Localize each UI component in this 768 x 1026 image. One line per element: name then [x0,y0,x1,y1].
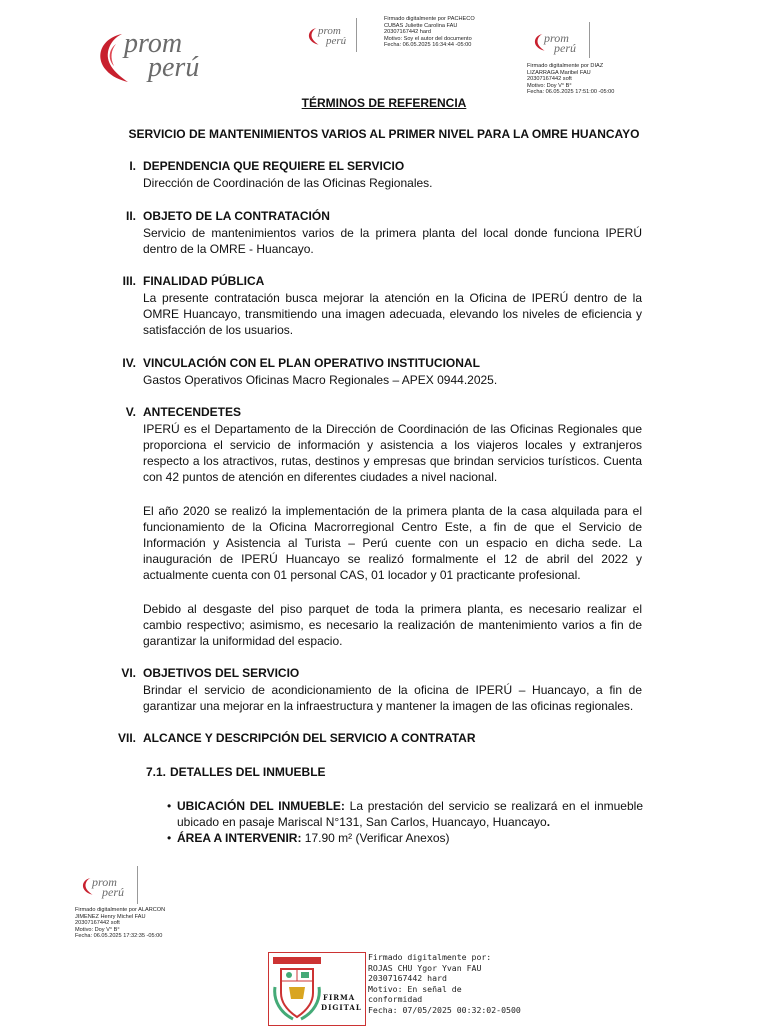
bullet-label: ÁREA A INTERVENIR: [177,831,302,845]
logo-prom-text: prom [124,28,183,59]
bullet-text: 17.90 m² (Verificar Anexos) [301,831,450,845]
signature-divider [589,22,590,58]
section-paragraph: Servicio de mantenimientos varios de la primera planta del local donde funciona IPERÚ dentro de la OMRE - Huancayo. [143,226,642,256]
promperu-logo-small [80,872,136,902]
signature-divider [356,18,357,52]
signature-line: Fecha: 07/05/2025 00:32:02-0500 [368,1004,521,1015]
promperu-logo [92,26,222,86]
signature-line: JIMENEZ Henry Michel FAU [75,913,146,920]
signature-line: Fecha: 06.05.2025 17:51:00 -05:00 [527,89,615,96]
section-number: I. [129,159,136,173]
section-number: VI. [121,666,136,680]
logo-peru-text: perú [102,885,124,899]
section-paragraph: Gastos Operativos Oficinas Macro Regionales – APEX 0944.2025. [143,373,498,387]
logo-prom-text: prom [92,875,117,889]
signature-line: conformidad [368,994,423,1005]
logo-peru-text: perú [326,35,347,47]
signature-line: 20307167442 soft [527,76,572,83]
details-bullet-list [167,798,643,846]
signature-line: Motivo: Soy el autor del documento [384,35,472,42]
bullet-label: UBICACIÓN DEL INMUEBLE: [177,799,345,813]
promperu-logo-small [532,28,588,58]
signature-line: 20307167442 hard [368,973,447,984]
signature-line: Firmado digitalmente por DIAZ [527,63,604,69]
bullet-tail: . [546,815,551,829]
section-paragraph: Dirección de Coordinación de las Oficinas Regionales. [143,176,433,190]
signature-line: CUBAS Juliette Carolina FAU [384,22,458,29]
signature-line: Firmado digitalmente por: [368,952,492,962]
signature-divider [137,866,138,904]
document-subtitle: SERVICIO DE MANTENIMIENTOS VARIOS AL PRIMER NIVEL PARA LA OMRE HUANCAYO [128,127,640,141]
section-number: III. [122,274,136,288]
signature-line: Firmado digitalmente por PACHECO [384,16,475,22]
bullet-text: La prestación del servicio se realizará en el inmueble ubicado en pasaje Mariscal N°131, San Carlos, Huancayo, Huancayo [177,799,643,829]
signature-bottom-left [75,907,165,940]
section-heading: ALCANCE Y DESCRIPCIÓN DEL SERVICIO A CONTRATAR [143,731,476,745]
section-heading: DEPENDENCIA QUE REQUIERE EL SERVICIO [143,159,405,173]
digital-signature-stamp [268,952,366,1026]
signature-line: Motivo: Doy V° B° [75,926,120,933]
stamp-label-firma: FIRMA [323,993,356,1002]
logo-peru-text: perú [148,52,200,83]
section-heading: ANTECENDETES [143,405,242,419]
section-paragraph: IPERÚ es el Departamento de la Dirección de Coordinación de las Oficinas Regionales que proporciona el servicio de información y asistencia a los viajeros locales y extranjeros respecto a los atractivos, rutas, destinos y empresas que brindan servicios turísticos. Cuenta con 42 puntos de atención en diferentes ciudades a nivel nacional. [143,422,642,484]
section-heading: OBJETIVOS DEL SERVICIO [143,666,300,680]
list-item [167,798,643,830]
stamp-label-digital: DIGITAL [321,1003,362,1012]
section-number: VII. [117,731,136,745]
promperu-logo-small [306,24,356,52]
section-heading: FINALIDAD PÚBLICA [143,274,265,288]
signature-line: 20307167442 hard [384,29,431,36]
stamp-signature-text [368,952,521,1016]
signature-top-right [527,63,614,96]
subsection-heading: DETALLES DEL INMUEBLE [170,765,326,779]
section-paragraph: Debido al desgaste del piso parquet de toda la primera planta, es necesario realizar el cambio respectivo; asimismo, es necesario la realización de mantenimiento varios a fin de garantizar la uniformidad del espacio. [143,602,642,648]
section-paragraph: Brindar el servicio de acondicionamiento de la oficina de IPERÚ – Huancayo, a fin de garantizar una mejorar en la infraestructura y mantener la imagen de las oficinas regionales. [143,683,642,713]
section-paragraph: El año 2020 se realizó la implementación de la primera planta de la casa alquilada para el funcionamiento de la Oficina Macrorregional Centro Este, a fin de que el Servicio de Información y Asistencia al Turista – Perú cuente con un espacio en dicha sede. La inauguración de IPERÚ Huancayo se realizó formalmente el 12 de abril del 2022 y actualmente cuenta con 01 personal CAS, 01 locador y 01 practicante profesional. [143,504,642,582]
section-paragraph: La presente contratación busca mejorar la atención en la Oficina de IPERÚ dentro de la OMRE Huancayo, transmitiendo una imagen adecuada, elevando los niveles de eficiencia y satisfacción de los usuarios. [143,291,642,337]
signature-line: ROJAS CHU Ygor Yvan FAU [368,962,482,973]
document-title: TÉRMINOS DE REFERENCIA [301,96,467,110]
section-heading: VINCULACIÓN CON EL PLAN OPERATIVO INSTITUCIONAL [143,356,480,370]
signature-line: Fecha: 06.05.2025 17:32:35 -05:00 [75,933,163,940]
signature-top-center [384,16,475,49]
list-item [167,830,643,846]
signature-line: 20307167442 soft [75,920,120,927]
section-heading: OBJETO DE LA CONTRATACIÓN [143,209,330,223]
section-number: V. [125,405,136,419]
signature-line: Motivo: En señal de [368,983,462,994]
section-number: II. [125,209,136,223]
peru-coat-of-arms-icon [273,957,321,1021]
subsection-number: 7.1. [146,765,167,779]
signature-line: Firmado digitalmente por ALARCON [75,907,166,913]
signature-line: Fecha: 06.05.2025 16:34:44 -05:00 [384,42,472,49]
logo-peru-text: perú [554,41,576,55]
section-number: IV. [122,356,136,370]
signature-line: Motivo: Doy V° B° [527,82,572,89]
logo-prom-text: prom [544,31,569,45]
logo-prom-text: prom [318,25,341,37]
signature-line: LIZARRAGA Maribel FAU [527,69,591,76]
